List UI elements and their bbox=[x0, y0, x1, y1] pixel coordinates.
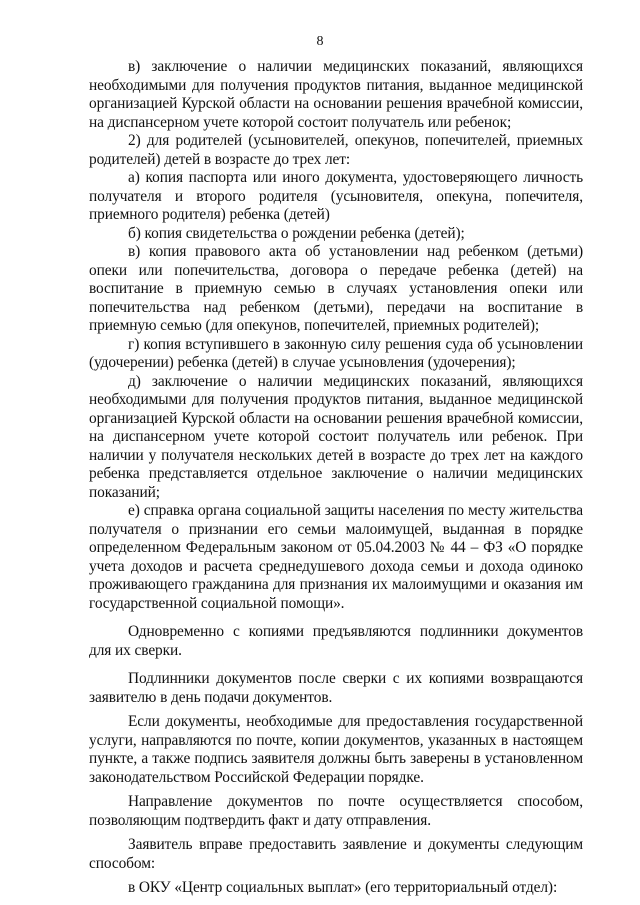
paragraph-postal-submission: Если документы, необходимые для предоставления государственной услуги, направляются по почте, копии документов, указанных в настоящем пункте, а также подпись заявителя должны быть заверены в установленном законодательством Российской Федерации порядке. bbox=[89, 713, 583, 786]
paragraph-2d-medical-conclusion: д) заключение о наличии медицинских показаний, являющихся необходимыми для получения продуктов питания, выданное медицинской организацией Курской области на основании решения врачебной комиссии, на диспансерном учете которой состоит получатель или ребенок. При наличии у получателя нескольких детей в возрасте до трех лет на каждого ребенка представляется отдельное заключение о наличии медицинских показаний; bbox=[89, 372, 583, 501]
paragraph-2v-guardianship-act: в) копия правового акта об установлении над ребенком (детьми) опеки или попечительства, договора о передаче ребенка (детей) на воспитание в приемную семью в случаях установления опеки или попечительства над ребенком (детьми), передачи на воспитание в приемную семью (для опекунов, попечителей, приемных родителей); bbox=[89, 243, 583, 334]
paragraph-postal-method: Направление документов по почте осуществляется способом, позволяющим подтвердить факт и дату отправления. bbox=[89, 793, 583, 829]
page-number: 8 bbox=[316, 34, 324, 49]
paragraph-oku-center: в ОКУ «Центр социальных выплат» (его территориальный отдел): bbox=[128, 879, 558, 896]
paragraph-2b-birth-certificate: б) копия свидетельства о рождении ребенка (детей); bbox=[128, 224, 465, 242]
paragraph-originals-presented: Одновременно с копиями предъявляются подлинники документов для их сверки. bbox=[89, 623, 583, 659]
paragraph-submission-ways: Заявитель вправе предоставить заявление и документы следующим способом: bbox=[89, 836, 583, 872]
paragraph-2g-adoption-decision: г) копия вступившего в законную силу решения суда об усыновлении (удочерении) ребенка (детей) в случае усыновления (удочерения); bbox=[89, 335, 583, 371]
paragraph-originals-returned: Подлинники документов после сверки с их копиями возвращаются заявителю в день подачи документов. bbox=[89, 670, 583, 706]
paragraph-2a-passport: а) копия паспорта или иного документа, удостоверяющего личность получателя и второго родителя (усыновителя, опекуна, попечителя, приемного родителя) ребенка (детей) bbox=[89, 169, 583, 223]
paragraph-2e-social-certificate: е) справка органа социальной защиты населения по месту жительства получателя о признании его семьи малоимущей, выданная в порядке определенном Федеральным законом от 05.04.2003 № 44 – ФЗ «О порядке учета доходов и расчета среднедушевого дохода семьи и дохода одиноко проживающего гражданина для признания их малоимущими и оказания им государственной социальной помощи». bbox=[89, 502, 583, 612]
paragraph-2-parents-heading: 2) для родителей (усыновителей, опекунов, попечителей, приемных родителей) детей в возрасте до трех лет: bbox=[89, 132, 583, 168]
paragraph-1-v-medical-conclusion: в) заключение о наличии медицинских показаний, являющихся необходимыми для получения продуктов питания, выданное медицинской организацией Курской области на основании решения врачебной комиссии, на диспансерном учете которой состоит получатель или ребенок; bbox=[89, 58, 583, 131]
document-body bbox=[89, 58, 583, 898]
